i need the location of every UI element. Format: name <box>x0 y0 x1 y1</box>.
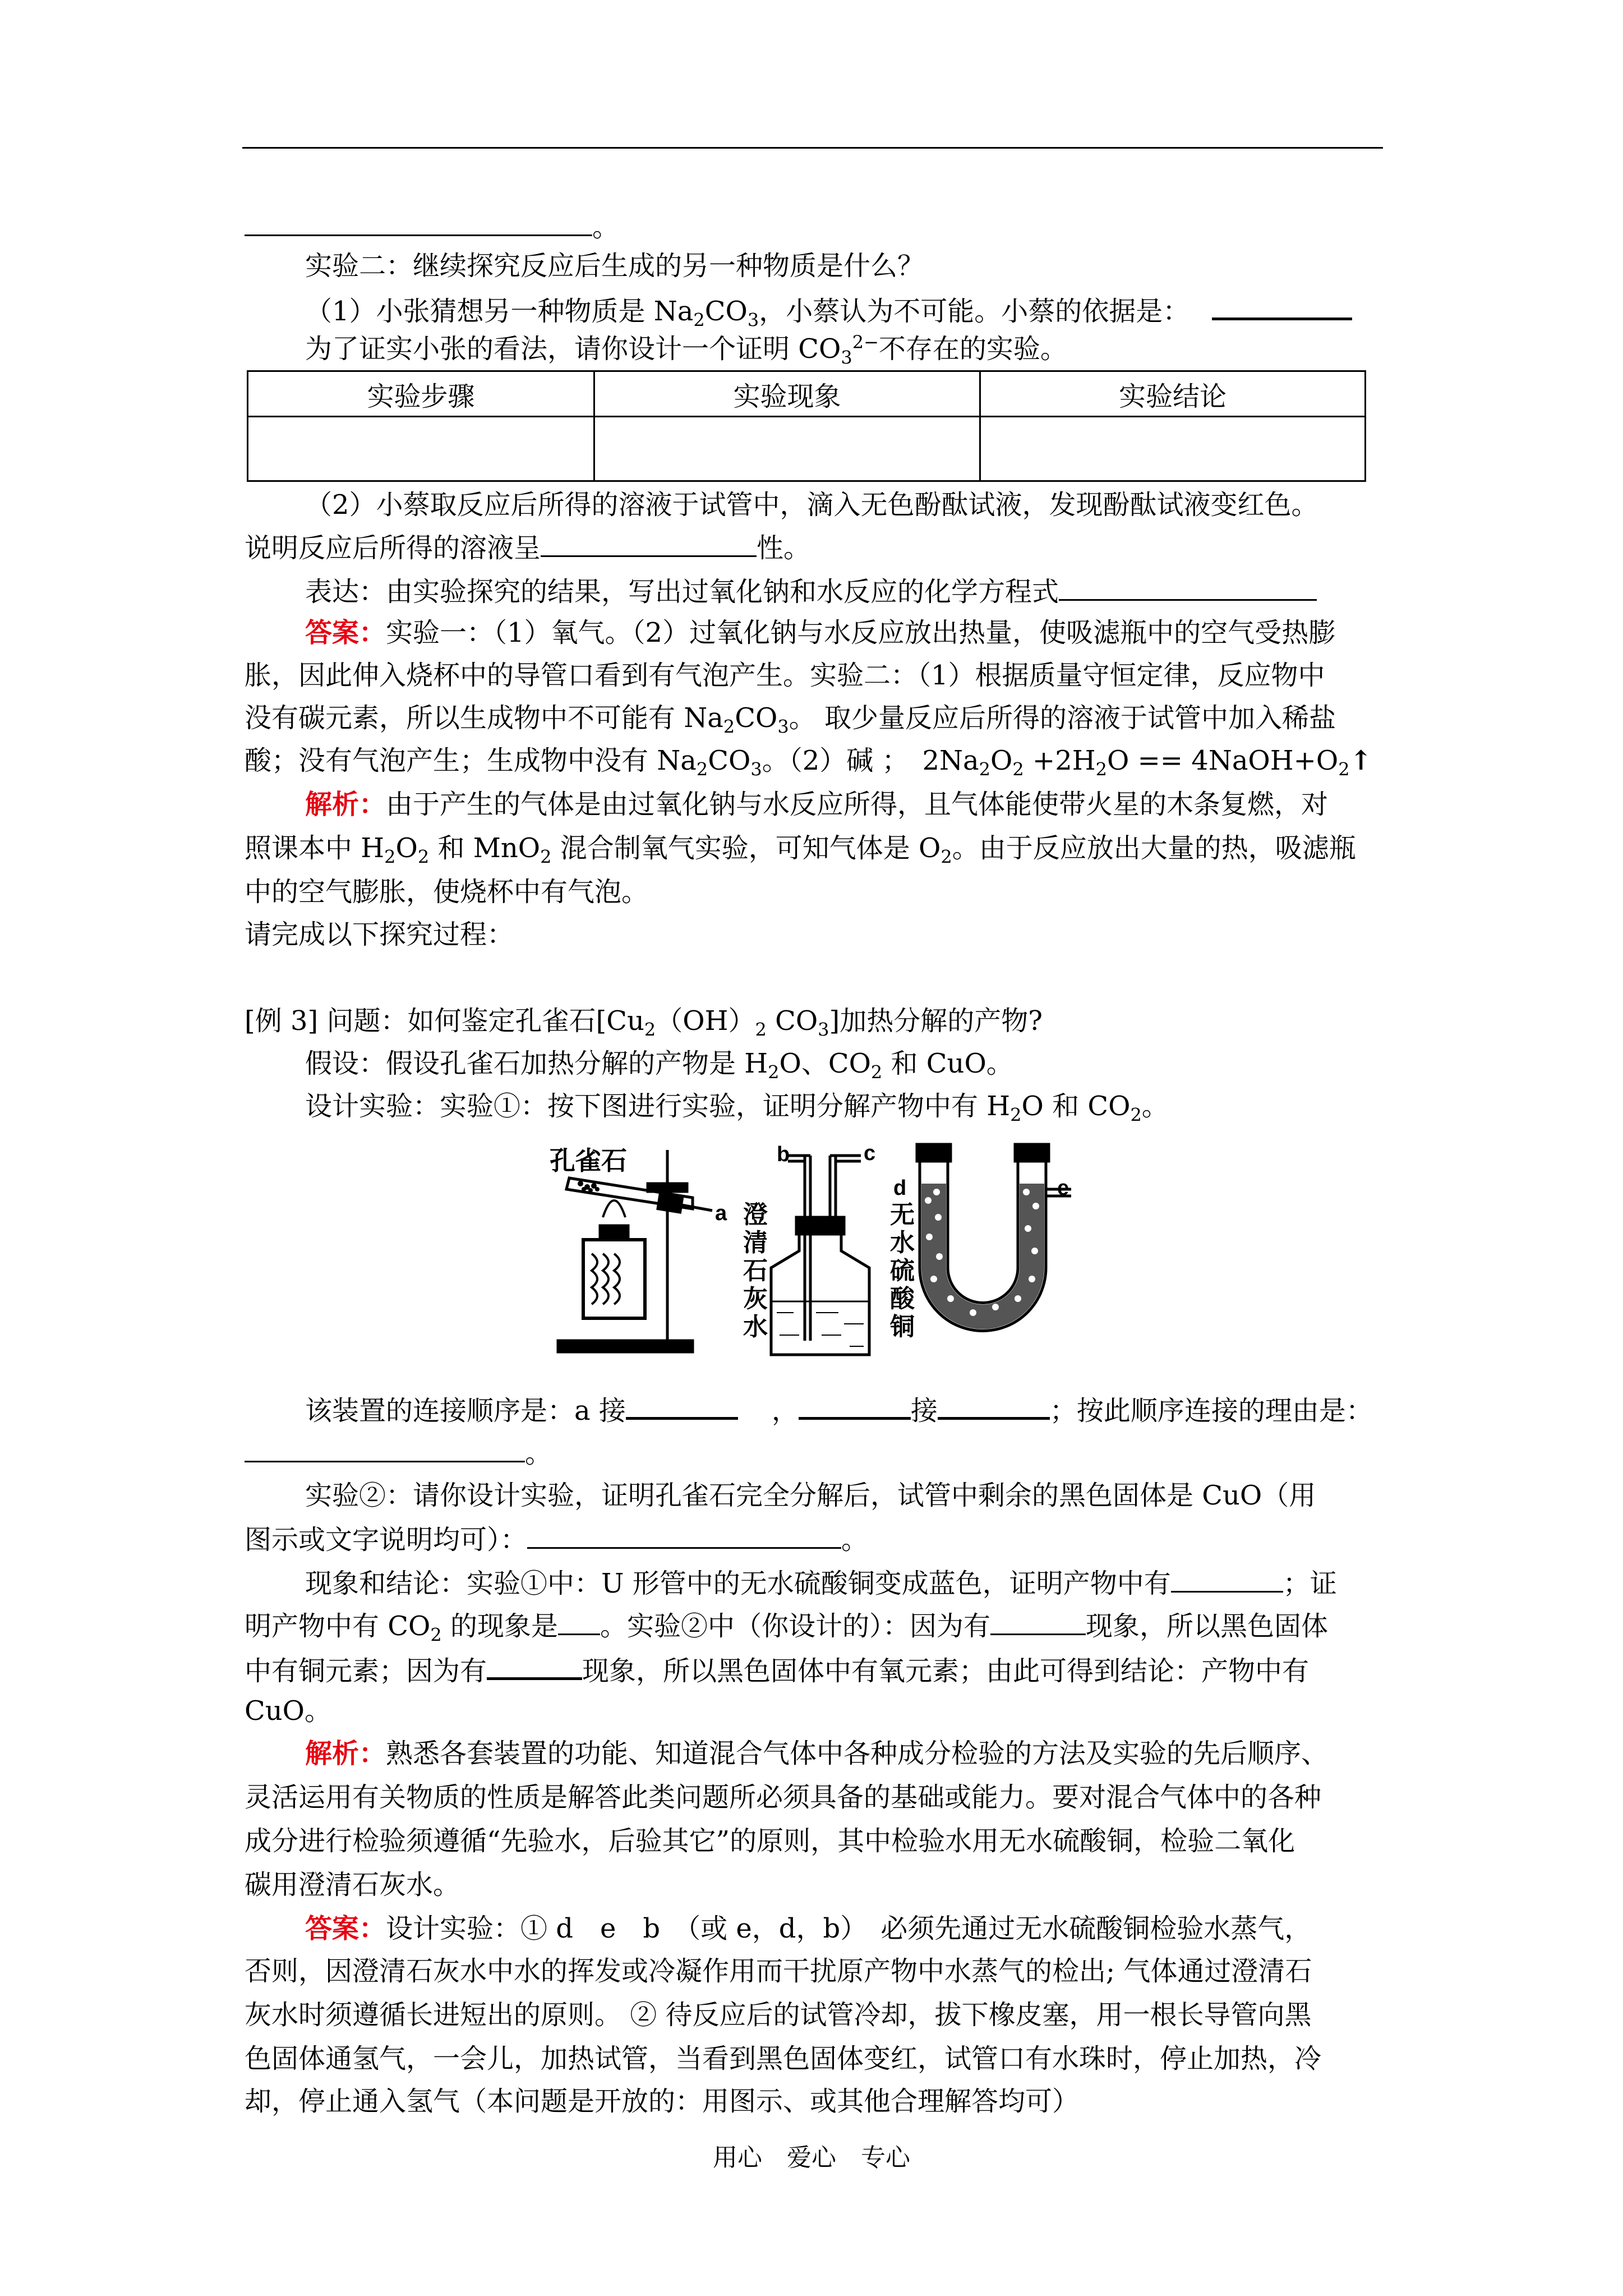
label-b: b <box>777 1143 790 1166</box>
text-line: 。 <box>245 209 619 244</box>
svg-text:清: 清 <box>743 1229 768 1257</box>
table-header: 实验步骤 <box>248 371 594 417</box>
fill-blank[interactable] <box>799 1391 911 1420</box>
analysis-line: 中的空气膨胀，使烧杯中有气泡。 <box>245 876 649 908</box>
svg-text:灰: 灰 <box>743 1285 768 1313</box>
fill-blank[interactable] <box>558 1608 600 1635</box>
table-cell[interactable] <box>594 417 980 481</box>
answer-label: 答案： <box>305 1913 386 1944</box>
text-line: 为了证实小张的看法，请你设计一个证明 $CO_3^{2-}$不存在的实验。 <box>305 332 1067 369</box>
fill-blank[interactable] <box>527 1521 841 1549</box>
analysis-label: 解析： <box>305 1738 386 1769</box>
malachite-heating-apparatus <box>558 1150 712 1352</box>
label-anhydrous-cuso4 <box>889 1201 915 1341</box>
svg-text:硫: 硫 <box>890 1257 915 1285</box>
text-line: （2）小蔡取反应后所得的溶液于试管中，滴入无色酚酞试液，发现酚酞试液变红色。 <box>305 489 1318 521</box>
table-header: 实验现象 <box>594 371 980 417</box>
table-cell[interactable] <box>980 417 1366 481</box>
question-line: 中有铜元素；因为有 现象，所以黑色固体中有氧元素；由此可得到结论：产物中有 <box>245 1651 1309 1688</box>
answer-line: 答案：设计实验：① d e b （或 e，d，b） 必须先通过无水硫酸铜检验水蒸气， <box>305 1913 1312 1944</box>
fill-blank[interactable] <box>1171 1565 1283 1593</box>
question-line: 实验②：请你设计实验，证明孔雀石完全分解后，试管中剩余的黑色固体是 CuO（用 <box>305 1480 1316 1511</box>
fill-blank[interactable] <box>626 1391 738 1420</box>
text-line: 表达：由实验探究的结果，写出过氧化钠和水反应的化学方程式 <box>305 573 1317 609</box>
text-line: 说明反应后所得的溶液呈 性。 <box>245 530 810 565</box>
fill-blank[interactable] <box>1059 573 1317 601</box>
svg-text:铜: 铜 <box>890 1313 915 1341</box>
answer-line: 胀，因此伸入烧杯中的导管口看到有气泡产生。实验二：（1）根据质量守恒定律，反应物中 <box>245 660 1325 691</box>
text-line: 实验二：继续探究反应后生成的另一种物质是什么？ <box>305 250 925 282</box>
answer-line: 却，停止通入氢气（本问题是开放的：用图示、或其他合理解答均可） <box>245 2086 1080 2117</box>
svg-text:石: 石 <box>743 1257 768 1285</box>
analysis-label: 解析： <box>305 789 386 820</box>
table-cell[interactable] <box>248 417 594 481</box>
svg-text:酸: 酸 <box>890 1285 915 1313</box>
fill-blank[interactable] <box>245 1435 525 1462</box>
header-rule <box>242 147 1383 149</box>
analysis-line: 灵活运用有关物质的性质是解答此类问题所必须具备的基础或能力。要对混合气体中的各种 <box>245 1782 1322 1813</box>
question-line: 现象和结论：实验①中：U 形管中的无水硫酸铜变成蓝色，证明产物中有 ；证 <box>305 1565 1337 1600</box>
label-malachite: 孔雀石 <box>550 1146 627 1175</box>
answer-line: 酸；没有气泡产生；生成物中没有 $Na_2CO_3$。（2）碱 ； $2Na_2O_2 +2H_2O$ == $4NaOH+O_2↑$ <box>245 745 1372 780</box>
svg-text:澄: 澄 <box>743 1201 768 1228</box>
answer-line: 色固体通氢气，一会儿，加热试管，当看到黑色固体变红，试管口有水珠时，停止加热，冷 <box>245 2043 1322 2074</box>
fill-blank[interactable] <box>245 209 592 236</box>
apparatus-figure <box>547 1139 1080 1363</box>
answer-line: 没有碳元素，所以生成物中不可能有 $Na_2CO_3$。 取少量反应后所得的溶液于试管中加入稀盐 <box>245 702 1336 738</box>
label-limewater <box>743 1201 768 1341</box>
fill-blank[interactable] <box>1212 292 1352 320</box>
limewater-bottle <box>771 1156 869 1355</box>
question-line: 该装置的连接顺序是：a 接 ， 接 ；按此顺序连接的理由是： <box>305 1391 1373 1428</box>
fill-blank[interactable] <box>541 530 757 557</box>
page-footer: 用心 爱心 专心 <box>713 2143 910 2172</box>
text-line: （1）小张猜想另一种物质是 $Na_2CO_3$，小蔡认为不可能。小蔡的依据是： <box>305 292 1352 328</box>
fill-blank[interactable] <box>487 1651 582 1680</box>
fill-blank[interactable] <box>938 1391 1050 1420</box>
svg-text:水: 水 <box>743 1313 768 1341</box>
analysis-line: 照课本中 $H_2O_2$ 和 MnO$_2$ 混合制氧气实验，可知气体是 $O_2$。由于反应放出大量的热，吸滤瓶 <box>245 832 1356 868</box>
answer-line: 否则，因澄清石灰水中水的挥发或冷凝作用而干扰原产物中水蒸气的检出; 气体通过澄清石 <box>245 1955 1312 1987</box>
label-c: c <box>864 1142 876 1165</box>
label-d: d <box>893 1176 907 1200</box>
text-line: 假设：假设孔雀石加热分解的产物是 $H_2O$、$CO_2$ 和 CuO。 <box>305 1048 1013 1083</box>
experiment-table <box>247 370 1366 482</box>
text-line: 设计实验：实验①：按下图进行实验，证明分解产物中有 $H_2O$ 和 $CO_2$。 <box>305 1091 1169 1126</box>
label-e: e <box>1057 1176 1069 1200</box>
analysis-line: 成分进行检验须遵循“先验水，后验其它”的原则，其中检验水用无水硫酸铜，检验二氧化 <box>245 1825 1295 1857</box>
answer-line: 答案：实验一：（1）氧气。（2）过氧化钠与水反应放出热量，使吸滤瓶中的空气受热膨 <box>305 617 1336 648</box>
analysis-line: 解析：由于产生的气体是由过氧化钠与水反应所得，且气体能使带火星的木条复燃，对 <box>305 789 1329 820</box>
question-line: 图示或文字说明均可）： 。 <box>245 1521 868 1557</box>
table-header: 实验结论 <box>980 371 1366 417</box>
question-line: [例 3] 问题：如何鉴定孔雀石[$Cu_2(OH)_2$ $CO_3$]加热分解的产物? <box>245 1005 1043 1041</box>
fill-blank[interactable] <box>990 1608 1086 1635</box>
answer-line: 灰水时须遵循长进短出的原则。 ② 待反应后的试管冷却，拔下橡皮塞，用一根长导管向黑 <box>245 1999 1312 2031</box>
analysis-line: 碳用澄清石灰水。 <box>245 1869 460 1901</box>
u-tube <box>917 1144 1071 1331</box>
svg-text:水: 水 <box>890 1229 915 1257</box>
question-line: CuO。 <box>245 1695 331 1727</box>
analysis-line: 解析：熟悉各套装置的功能、知道混合气体中各种成分检验的方法及实验的先后顺序、 <box>305 1738 1329 1769</box>
answer-label: 答案： <box>305 617 386 648</box>
text-line: 请完成以下探究过程： <box>245 919 514 950</box>
svg-text:无: 无 <box>890 1201 915 1228</box>
question-line: 。 <box>245 1435 552 1470</box>
question-line: 明产物中有 $CO_2$ 的现象是 。实验②中（你设计的）：因为有 现象，所以黑色固体 <box>245 1608 1328 1643</box>
label-a: a <box>715 1202 727 1225</box>
